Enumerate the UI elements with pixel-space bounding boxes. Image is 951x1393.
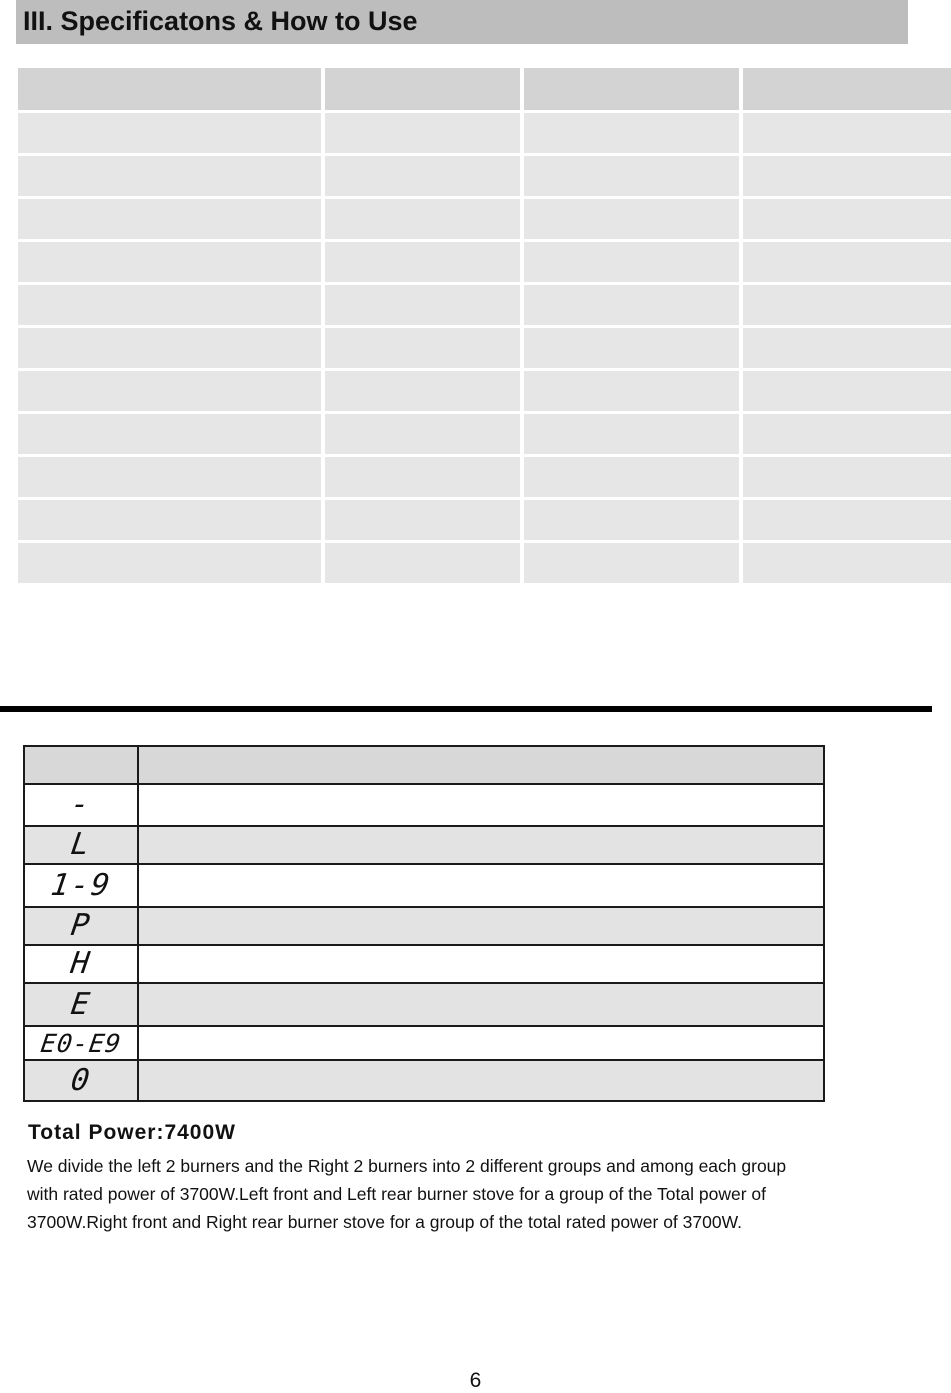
spec-table-cell <box>743 457 951 497</box>
spec-table-cell <box>524 285 739 325</box>
spec-table-cell <box>18 156 321 196</box>
display-table-row <box>25 1061 825 1102</box>
display-description-cell <box>139 984 825 1027</box>
spec-table-cell <box>325 242 520 282</box>
spec-table-cell <box>325 285 520 325</box>
spec-table-cell <box>325 543 520 583</box>
display-code-table <box>23 745 825 1102</box>
display-table-row <box>25 946 825 984</box>
display-code-cell <box>25 827 139 865</box>
total-power-heading: Total Power:7400W <box>28 1121 236 1144</box>
spec-table-cell <box>524 500 739 540</box>
spec-table-cell <box>743 500 951 540</box>
spec-table-cell <box>524 457 739 497</box>
description-line: with rated power of 3700W.Left front and Left rear burner stove for a group of the Total power of <box>27 1184 766 1204</box>
spec-table-header-cell <box>743 68 951 110</box>
display-code: E <box>68 986 94 1022</box>
spec-table-cell <box>325 414 520 454</box>
spec-table-header-cell <box>524 68 739 110</box>
spec-table-cell <box>325 156 520 196</box>
spec-table-cell <box>18 457 321 497</box>
spec-table-cell <box>18 500 321 540</box>
spec-table-cell <box>325 328 520 368</box>
spec-table-cell <box>18 543 321 583</box>
spec-table-cell <box>325 371 520 411</box>
spec-table-header-cell <box>18 68 321 110</box>
spec-table-cell <box>18 371 321 411</box>
spec-table-header-cell <box>325 68 520 110</box>
page-number: 6 <box>469 1369 482 1392</box>
display-code: 0 <box>68 1062 94 1098</box>
display-table-row <box>25 827 825 865</box>
display-description-cell <box>139 827 825 865</box>
display-table-row <box>25 984 825 1027</box>
display-code-cell <box>25 865 139 908</box>
display-description-cell <box>139 785 825 827</box>
spec-table-cell <box>524 414 739 454</box>
spec-table-cell <box>524 371 739 411</box>
spec-table-cell <box>18 285 321 325</box>
spec-table-cell <box>18 328 321 368</box>
display-table-row <box>25 865 825 908</box>
spec-table-cell <box>18 414 321 454</box>
spec-table-cell <box>743 199 951 239</box>
spec-table-cell <box>325 113 520 153</box>
display-code: L <box>68 827 94 862</box>
display-code: - <box>68 787 94 822</box>
spec-table-cell <box>743 113 951 153</box>
display-code-cell <box>25 785 139 827</box>
spec-table-cell <box>524 328 739 368</box>
spec-table-cell <box>18 113 321 153</box>
display-code: H <box>68 946 94 981</box>
display-table-header-cell <box>25 747 139 785</box>
spec-table-cell <box>743 543 951 583</box>
spec-table-cell <box>743 285 951 325</box>
spec-table-cell <box>743 328 951 368</box>
spec-table-cell <box>18 199 321 239</box>
description-line: We divide the left 2 burners and the Right 2 burners into 2 different groups and among each group <box>27 1156 787 1176</box>
display-code: 1-9 <box>48 867 114 903</box>
spec-table-cell <box>743 242 951 282</box>
display-code: E0-E9 <box>38 1028 124 1058</box>
display-description-cell <box>139 865 825 908</box>
spec-table-cell <box>325 457 520 497</box>
display-table-header-cell <box>139 747 825 785</box>
spec-table-cell <box>325 500 520 540</box>
display-code: P <box>68 908 94 943</box>
display-code-cell <box>25 946 139 984</box>
spec-table-cell <box>524 543 739 583</box>
display-description-cell <box>139 946 825 984</box>
spec-table-cell <box>743 371 951 411</box>
display-table-row <box>25 1027 825 1061</box>
spec-table-cell <box>524 242 739 282</box>
display-code-cell <box>25 908 139 946</box>
display-table-row <box>25 908 825 946</box>
description-line: 3700W.Right front and Right rear burner stove for a group of the total rated power of 3700W. <box>27 1212 742 1232</box>
spec-table <box>18 68 951 583</box>
spec-table-cell <box>524 113 739 153</box>
display-code-cell <box>25 1027 139 1061</box>
spec-table-cell <box>18 242 321 282</box>
spec-table-cell <box>524 199 739 239</box>
spec-table-cell <box>524 156 739 196</box>
section-title: III. Specificatons & How to Use <box>16 0 908 44</box>
display-description-cell <box>139 908 825 946</box>
display-description-cell <box>139 1061 825 1102</box>
display-table-header-row <box>25 747 825 785</box>
spec-table-cell <box>743 156 951 196</box>
display-code-cell <box>25 1061 139 1102</box>
spec-table-cell <box>325 199 520 239</box>
horizontal-rule <box>0 706 932 712</box>
total-power-description <box>27 1152 947 1236</box>
display-table-row <box>25 785 825 827</box>
display-code-cell <box>25 984 139 1027</box>
display-description-cell <box>139 1027 825 1061</box>
spec-table-cell <box>743 414 951 454</box>
